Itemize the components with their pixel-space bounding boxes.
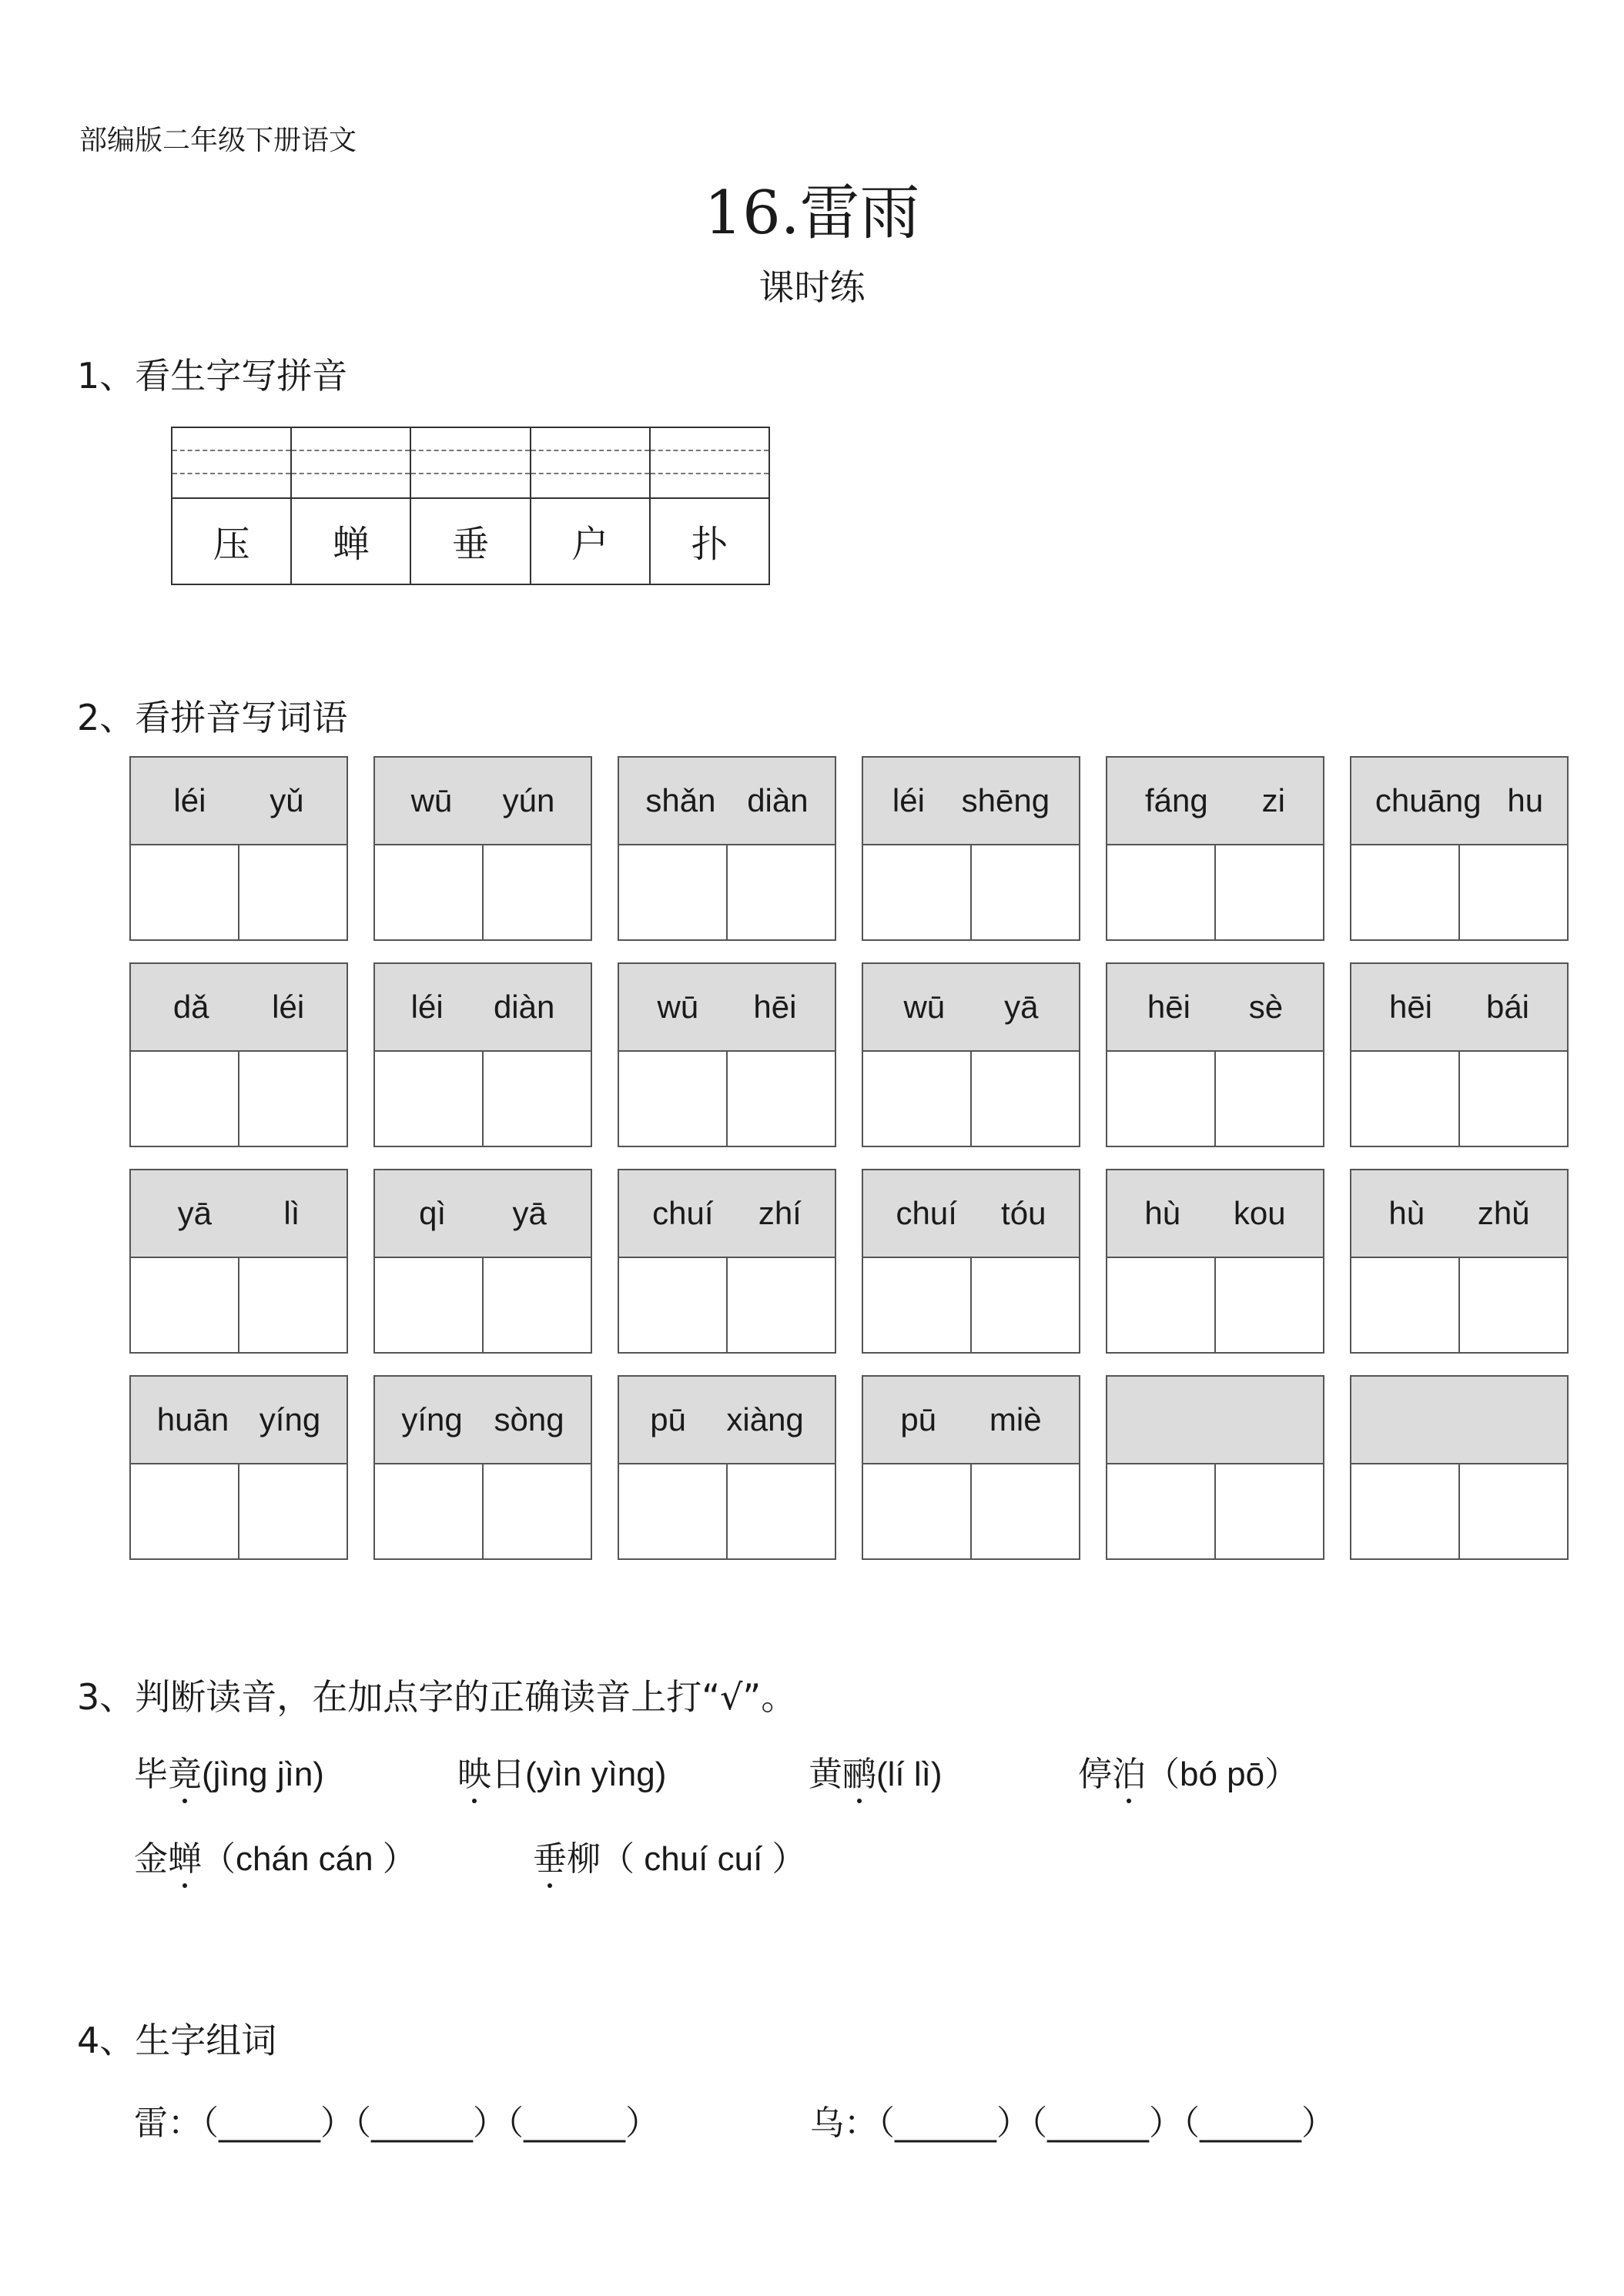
pinyin-syllable: léi bbox=[892, 782, 925, 818]
write-cell[interactable] bbox=[728, 1258, 835, 1352]
write-cell[interactable] bbox=[1351, 1464, 1460, 1558]
pinyin-syllable: yíng bbox=[401, 1401, 463, 1438]
word-box bbox=[373, 756, 592, 941]
pinyin-syllable: léi bbox=[410, 989, 444, 1025]
pinyin-syllable: hù bbox=[1144, 1195, 1181, 1231]
pinyin-syllable: fáng bbox=[1144, 782, 1208, 818]
word-group-item bbox=[134, 2095, 659, 2144]
char-cell: 扑 bbox=[691, 522, 728, 566]
word-group-char: 雷： bbox=[134, 2104, 202, 2143]
word-pinyin bbox=[863, 758, 1079, 845]
word-box bbox=[129, 1169, 348, 1354]
dotted-char: 竟 bbox=[168, 1746, 202, 1796]
write-cell[interactable] bbox=[1351, 1258, 1460, 1352]
word-pinyin bbox=[619, 964, 835, 1052]
word-pinyin bbox=[1351, 1377, 1567, 1464]
pronunciation-options[interactable]: （ chuí cuí ） bbox=[601, 1840, 806, 1878]
char-column bbox=[531, 428, 651, 584]
pinyin-write-area[interactable] bbox=[411, 428, 529, 499]
write-cell[interactable] bbox=[1216, 1052, 1323, 1146]
page-subtitle: 课时练 bbox=[758, 266, 866, 308]
write-cell[interactable] bbox=[1216, 1258, 1323, 1352]
word-pinyin bbox=[1107, 964, 1323, 1052]
word-box bbox=[1106, 1375, 1324, 1560]
char-column bbox=[651, 428, 768, 584]
pinyin-syllable: qì bbox=[419, 1195, 447, 1231]
write-cell[interactable] bbox=[1216, 1464, 1323, 1558]
write-cell[interactable] bbox=[1107, 845, 1216, 939]
word-box bbox=[1106, 756, 1324, 941]
write-cell[interactable] bbox=[972, 1052, 1079, 1146]
pinyin-syllable: chuí bbox=[652, 1195, 714, 1231]
write-cell[interactable] bbox=[619, 845, 728, 939]
pronunciation-options[interactable]: (yìn yìng) bbox=[525, 1755, 667, 1793]
word-box bbox=[373, 962, 592, 1147]
pronunciation-options[interactable]: (jìng jìn) bbox=[202, 1755, 324, 1793]
word-box bbox=[618, 962, 836, 1147]
word-pinyin bbox=[375, 758, 591, 845]
write-cell[interactable] bbox=[239, 1464, 347, 1558]
page-title: 16.雷雨 bbox=[704, 179, 920, 248]
pinyin-syllable: sè bbox=[1248, 989, 1284, 1025]
dotted-char: 泊 bbox=[1112, 1746, 1146, 1796]
word-box bbox=[129, 756, 348, 941]
write-cell[interactable] bbox=[484, 1258, 591, 1352]
pinyin-syllable: wū bbox=[657, 989, 699, 1025]
section-1-title: 1、看生字写拼音 bbox=[77, 355, 348, 397]
word-group-blanks[interactable]: （______）（______）（______） bbox=[202, 2104, 659, 2143]
pinyin-write-area[interactable] bbox=[172, 428, 290, 499]
char-cell: 蝉 bbox=[332, 522, 370, 566]
word-pinyin bbox=[1351, 758, 1567, 845]
write-cell[interactable] bbox=[375, 1052, 484, 1146]
word-box bbox=[1350, 1169, 1569, 1354]
char-column bbox=[172, 428, 292, 584]
write-cell[interactable] bbox=[1351, 845, 1460, 939]
write-cell[interactable] bbox=[1107, 1258, 1216, 1352]
write-cell[interactable] bbox=[1216, 845, 1323, 939]
word-box bbox=[618, 1375, 836, 1560]
pinyin-syllable: pū bbox=[900, 1401, 937, 1438]
word-pinyin bbox=[131, 964, 347, 1052]
write-cell[interactable] bbox=[131, 1258, 239, 1352]
pinyin-syllable: bái bbox=[1485, 989, 1530, 1025]
write-cell[interactable] bbox=[619, 1258, 728, 1352]
write-cell[interactable] bbox=[375, 1258, 484, 1352]
write-cell[interactable] bbox=[375, 1464, 484, 1558]
word-box bbox=[618, 756, 836, 941]
word-pinyin bbox=[1107, 1377, 1323, 1464]
pinyin-syllable: léi bbox=[272, 989, 305, 1025]
write-cell[interactable] bbox=[863, 1464, 972, 1558]
word-box bbox=[862, 1375, 1080, 1560]
word-box bbox=[1350, 756, 1569, 941]
pinyin-syllable: diàn bbox=[747, 782, 809, 818]
pinyin-syllable: zhǔ bbox=[1477, 1195, 1530, 1231]
pinyin-syllable: lì bbox=[283, 1195, 300, 1231]
word-box bbox=[1350, 962, 1569, 1147]
pinyin-syllable: hēi bbox=[1147, 989, 1190, 1025]
word-pinyin bbox=[375, 1377, 591, 1464]
char-cell: 垂 bbox=[452, 522, 490, 566]
write-cell[interactable] bbox=[1460, 1464, 1567, 1558]
word-group-char: 乌： bbox=[810, 2104, 878, 2143]
reading-judgment-item bbox=[134, 1831, 417, 1880]
word-char: 停 bbox=[1078, 1755, 1112, 1793]
section-3-title: 3、判断读音，在加点字的正确读音上打“√”。 bbox=[77, 1676, 797, 1718]
write-cell[interactable] bbox=[239, 845, 347, 939]
pinyin-syllable: miè bbox=[989, 1401, 1042, 1438]
pinyin-syllable: yā bbox=[1004, 989, 1039, 1025]
pinyin-syllable: wū bbox=[903, 989, 946, 1025]
word-pinyin bbox=[1107, 758, 1323, 845]
pinyin-syllable: xiàng bbox=[726, 1401, 804, 1438]
write-cell[interactable] bbox=[375, 845, 484, 939]
pinyin-syllable: yún bbox=[502, 782, 555, 818]
word-box bbox=[862, 1169, 1080, 1354]
char-column bbox=[411, 428, 531, 584]
reading-judgment-item bbox=[1078, 1746, 1298, 1796]
pinyin-syllable: kou bbox=[1233, 1195, 1286, 1231]
pinyin-syllable: zi bbox=[1261, 782, 1286, 818]
word-box bbox=[373, 1169, 592, 1354]
word-pinyin bbox=[1107, 1170, 1323, 1258]
word-box bbox=[1350, 1375, 1569, 1560]
word-char: 柳 bbox=[567, 1840, 601, 1878]
word-box bbox=[373, 1375, 592, 1560]
pinyin-syllable: diàn bbox=[493, 989, 555, 1025]
pronunciation-options[interactable]: (lí lì) bbox=[876, 1755, 943, 1793]
write-cell[interactable] bbox=[728, 1464, 835, 1558]
word-box bbox=[1106, 1169, 1324, 1354]
write-cell[interactable] bbox=[972, 1258, 1079, 1352]
write-cell[interactable] bbox=[1460, 845, 1567, 939]
write-cell[interactable] bbox=[619, 1464, 728, 1558]
write-cell[interactable] bbox=[1107, 1052, 1216, 1146]
write-cell[interactable] bbox=[484, 1464, 591, 1558]
word-pinyin bbox=[375, 1170, 591, 1258]
section-2-title: 2、看拼音写词语 bbox=[77, 697, 348, 738]
pinyin-syllable: hēi bbox=[1388, 989, 1433, 1025]
header-note: 部编版二年级下册语文 bbox=[79, 125, 357, 156]
write-cell[interactable] bbox=[728, 1052, 835, 1146]
dotted-char: 蝉 bbox=[168, 1831, 202, 1880]
pinyin-syllable: wū bbox=[410, 782, 453, 818]
pronunciation-options[interactable]: （bó pō） bbox=[1146, 1755, 1299, 1793]
char-column bbox=[292, 428, 411, 584]
write-cell[interactable] bbox=[1460, 1258, 1567, 1352]
pinyin-syllable: hēi bbox=[753, 989, 797, 1025]
word-char: 金 bbox=[134, 1840, 168, 1878]
word-box bbox=[862, 962, 1080, 1147]
reading-judgment-item bbox=[533, 1831, 806, 1880]
word-group-item bbox=[810, 2095, 1335, 2144]
pronunciation-options[interactable]: （chán cán ） bbox=[202, 1840, 417, 1878]
pinyin-syllable: yā bbox=[512, 1195, 547, 1231]
reading-judgment-item bbox=[457, 1746, 666, 1796]
pinyin-syllable: yā bbox=[177, 1195, 213, 1231]
pinyin-syllable: hù bbox=[1388, 1195, 1425, 1231]
word-char: 日 bbox=[491, 1755, 525, 1793]
char-cell: 户 bbox=[571, 522, 609, 566]
word-box bbox=[1106, 962, 1324, 1147]
word-pinyin bbox=[1351, 1170, 1567, 1258]
word-char: 毕 bbox=[134, 1755, 168, 1793]
pinyin-syllable: huān bbox=[156, 1401, 229, 1438]
pinyin-syllable: chuí bbox=[896, 1195, 957, 1231]
pinyin-syllable: chuāng bbox=[1375, 782, 1482, 818]
write-cell[interactable] bbox=[863, 1052, 972, 1146]
pinyin-syllable: shǎn bbox=[645, 782, 716, 818]
word-pinyin bbox=[131, 758, 347, 845]
write-cell[interactable] bbox=[863, 845, 972, 939]
word-box bbox=[129, 1375, 348, 1560]
section-4-title: 4、生字组词 bbox=[77, 2020, 277, 2061]
word-char: 黄 bbox=[809, 1755, 842, 1793]
write-cell[interactable] bbox=[1107, 1464, 1216, 1558]
write-cell[interactable] bbox=[131, 1052, 239, 1146]
char-cell: 压 bbox=[213, 522, 250, 566]
word-pinyin bbox=[863, 1170, 1079, 1258]
word-pinyin bbox=[863, 964, 1079, 1052]
write-cell[interactable] bbox=[239, 1052, 347, 1146]
word-pinyin bbox=[131, 1377, 347, 1464]
write-cell[interactable] bbox=[728, 845, 835, 939]
word-box bbox=[129, 962, 348, 1147]
pinyin-syllable: zhí bbox=[758, 1195, 802, 1231]
word-group-blanks[interactable]: （______）（______）（______） bbox=[878, 2104, 1335, 2143]
write-cell[interactable] bbox=[131, 845, 239, 939]
pinyin-write-area[interactable] bbox=[531, 428, 649, 499]
word-pinyin bbox=[1351, 964, 1567, 1052]
write-cell[interactable] bbox=[1351, 1052, 1460, 1146]
pinyin-writing-table bbox=[171, 427, 770, 585]
pinyin-write-area[interactable] bbox=[651, 428, 768, 499]
write-cell[interactable] bbox=[239, 1258, 347, 1352]
word-box bbox=[618, 1169, 836, 1354]
write-cell[interactable] bbox=[484, 845, 591, 939]
reading-judgment-item bbox=[134, 1746, 324, 1796]
word-pinyin bbox=[375, 964, 591, 1052]
pinyin-syllable: sòng bbox=[494, 1401, 564, 1438]
word-pinyin bbox=[619, 1170, 835, 1258]
word-pinyin bbox=[619, 1377, 835, 1464]
word-box bbox=[862, 756, 1080, 941]
pinyin-syllable: yíng bbox=[259, 1401, 321, 1438]
write-cell[interactable] bbox=[131, 1464, 239, 1558]
write-cell[interactable] bbox=[484, 1052, 591, 1146]
dotted-char: 映 bbox=[457, 1746, 491, 1796]
pinyin-syllable: tóu bbox=[1001, 1195, 1046, 1231]
word-pinyin bbox=[863, 1377, 1079, 1464]
write-cell[interactable] bbox=[863, 1258, 972, 1352]
write-cell[interactable] bbox=[972, 1464, 1079, 1558]
pinyin-syllable: shēng bbox=[961, 782, 1050, 818]
write-cell[interactable] bbox=[1460, 1052, 1567, 1146]
word-pinyin bbox=[619, 758, 835, 845]
word-pinyin bbox=[131, 1170, 347, 1258]
pinyin-syllable: pū bbox=[650, 1401, 686, 1438]
reading-judgment-item bbox=[809, 1746, 943, 1796]
pinyin-syllable: dǎ bbox=[172, 989, 209, 1025]
pinyin-write-area[interactable] bbox=[292, 428, 410, 499]
dotted-char: 垂 bbox=[533, 1831, 567, 1880]
pinyin-syllable: hu bbox=[1507, 782, 1544, 818]
pinyin-syllable: yǔ bbox=[270, 782, 304, 818]
dotted-char: 鹂 bbox=[842, 1746, 876, 1796]
pinyin-syllable: léi bbox=[173, 782, 206, 818]
write-cell[interactable] bbox=[972, 845, 1079, 939]
write-cell[interactable] bbox=[619, 1052, 728, 1146]
